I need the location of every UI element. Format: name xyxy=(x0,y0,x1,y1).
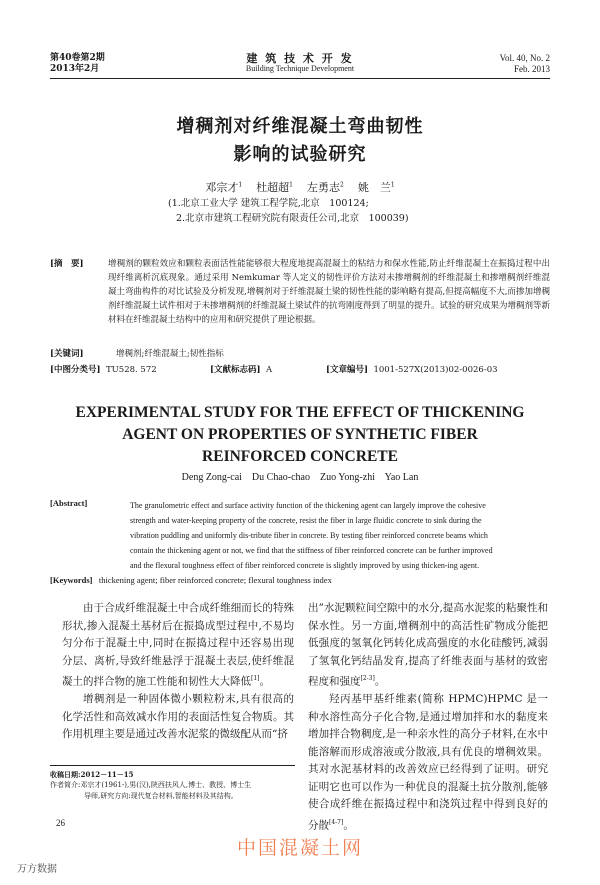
header-rule xyxy=(50,78,550,79)
date-cn: 2013年2月 xyxy=(50,64,100,74)
abstract-en-line: strength and water-keeping property of the concrete, resist the fiber in large fluidic concrete to sink during the xyxy=(130,516,482,525)
volume-cn: 第40卷第2期 xyxy=(50,53,105,63)
abstract-en-line: contain the thickening agent or not, we find that the stiffness of fiber reinforced concrete can be further improved xyxy=(130,546,493,555)
footnote-rule xyxy=(50,765,295,766)
author-en: Du Chao-chao xyxy=(251,472,310,483)
abstract-cn-text: 增稠剂的颗粒效应和颗粒表面活性能能够很大程度地提高混凝土的粘结力和保水性能,防止纤维混凝土在振捣过程中出现纤维离析沉底现象。通过采用 Nemkumar 等人定义的韧性评价方法对未掺增稠剂的纤维混凝土和掺增稠剂纤维混凝土弯曲构件的对比试验及分析发现,增稠剂对于纤维混凝土梁的韧性性能的影响略有提高,但提高幅度不大,而掺加增稠剂纤维混凝土试件相对于未掺增稠剂的纤维混凝土梁试件的抗弯刚度得到了明显的提升。试验的研究成果为增稠剂等新材料在纤维混凝土结构中的应用和研究提供了理论根据。 xyxy=(108,259,551,325)
received-date: 收稿日期:2012－11－15 xyxy=(50,770,134,779)
authors-en xyxy=(0,472,600,483)
affiliation-2: 2.北京市建筑工程研究院有限责任公司,北京 100039) xyxy=(176,213,409,224)
abstract-en xyxy=(130,498,548,573)
authors-cn xyxy=(0,179,600,195)
body-paragraph: 出”水泥颗粒间空隙中的水分,提高水泥浆的粘聚性和保水性。另一方面,增稠剂中的高活性矿物成分能把低强度的氢氧化钙转化成高强度的水化硅酸钙,减弱了氢氧化钙结晶发育,提高了纤维表面与基材的致密程度和强度[2-3]。 xyxy=(308,602,548,688)
journal-title-en: Building Technique Development xyxy=(245,64,355,73)
title-cn-line-1: 增稠剂对纤维混凝土弯曲韧性 xyxy=(176,116,424,137)
paper-title-cn xyxy=(0,113,600,169)
author-cn: 左勇志$^2$ xyxy=(307,181,344,194)
title-en-line-2: AGENT ON PROPERTIES OF SYNTHETIC FIBER xyxy=(122,426,478,443)
volume-en: Vol. 40, No. 2 xyxy=(499,53,550,63)
author-intro-cont: 导师,研究方向:现代复合材料,智能材料及其结构。 xyxy=(84,792,238,800)
footnote xyxy=(50,769,295,802)
abstract-en-line: The granulometric effect and surface activity function of the thickening agent can largely improve the cohesive xyxy=(130,501,486,510)
author-en: Yao Lan xyxy=(384,472,419,483)
abstract-cn-label: [摘 要] xyxy=(50,259,84,269)
body-paragraph: 羟丙基甲基纤维素(简称 HPMC)HPMC 是一种水溶性高分子化合物,是通过增加拌和水的黏度来增加拌合物稠度,是一种亲水性的高分子材料,在水中能溶解而形成溶液或分散液,具有优良的增稠效果。其对水泥基材料的改善效应已经得到了证明。研究证明它也可以作为一种优良的混凝土抗分散剂,能够使合成纤维在振捣过程中和浇筑过程中得到良好的分散[4-7]。 xyxy=(308,693,548,831)
date-en: Feb. 2013 xyxy=(514,64,550,74)
provider-label: 万方数据 xyxy=(17,864,57,875)
keywords-cn-text: 增稠剂;纤维混凝土;韧性指标 xyxy=(116,349,224,359)
abstract-cn xyxy=(50,257,550,327)
body-column-left xyxy=(62,600,294,744)
keywords-en-label: [Keywords] xyxy=(50,575,93,585)
document-code: [文献标志码] A xyxy=(210,365,273,375)
body-paragraph: 由于合成纤维混凝土中合成纤维细而长的特殊形状,掺入混凝土基材后在振捣成型过程中,不易均匀分布于混凝土中,同时在振捣过程中还容易出现分层、离析,导致纤维悬浮于混凝土表层,使纤维混凝土的拌合物的施工性能和韧性大大降低[1]。 xyxy=(62,602,294,688)
watermark-logo: 中国混凝土网 xyxy=(236,837,363,859)
author-en: Zuo Yong-zhi xyxy=(319,472,375,483)
keywords-en-text: thickening agent; fiber reinforced concrete; flexural toughness index xyxy=(98,575,332,585)
journal-title-cn: 建 筑 技 术 开 发 xyxy=(246,52,354,65)
author-cn: 姚 兰$^1$ xyxy=(357,181,395,194)
abstract-en-line: and the flexural toughness effect of fiber reinforced concrete is slightly improved by using thicken-ing agent. xyxy=(130,561,480,570)
author-en: Deng Zong-cai xyxy=(181,472,242,483)
title-cn-line-2: 影响的试验研究 xyxy=(233,144,367,165)
article-number: [文章编号] 1001-527X(2013)02-0026-03 xyxy=(326,365,498,375)
clc-number: [中图分类号] TU528. 572 xyxy=(50,365,157,375)
keywords-cn xyxy=(50,347,550,361)
body-column-right xyxy=(308,600,548,835)
keywords-cn-label: [关键词] xyxy=(50,349,84,359)
author-cn: 邓宗才$^1$ xyxy=(205,181,243,194)
paper-title-en xyxy=(0,402,600,468)
affiliations xyxy=(168,196,409,226)
affiliation-1: (1.北京工业大学 建筑工程学院,北京 100124; xyxy=(168,198,369,209)
title-en-line-3: REINFORCED CONCRETE xyxy=(202,448,398,465)
header-volume-en xyxy=(500,53,550,75)
abstract-en-label: [Abstract] xyxy=(50,498,88,508)
title-en-line-1: EXPERIMENTAL STUDY FOR THE EFFECT OF THICKENING xyxy=(75,404,525,421)
author-cn: 杜超超$^1$ xyxy=(256,181,293,194)
keywords-en xyxy=(50,575,332,585)
page-number: 26 xyxy=(56,818,65,828)
abstract-en-line: vibration puddling and uniformly dis-tribute fiber in concrete. By testing fiber reinforced concrete beams which xyxy=(130,531,488,540)
author-intro: 作者简介:邓宗才(1961-),男(汉),陕西扶风人,博士、教授、博士生 xyxy=(50,781,252,789)
body-paragraph: 增稠剂是一种固体微小颗粒粉末,具有很高的化学活性和高效减水作用的表面活性复合物质。其作用机理主要是通过改善水泥浆的微级配从而“挤 xyxy=(62,693,294,740)
